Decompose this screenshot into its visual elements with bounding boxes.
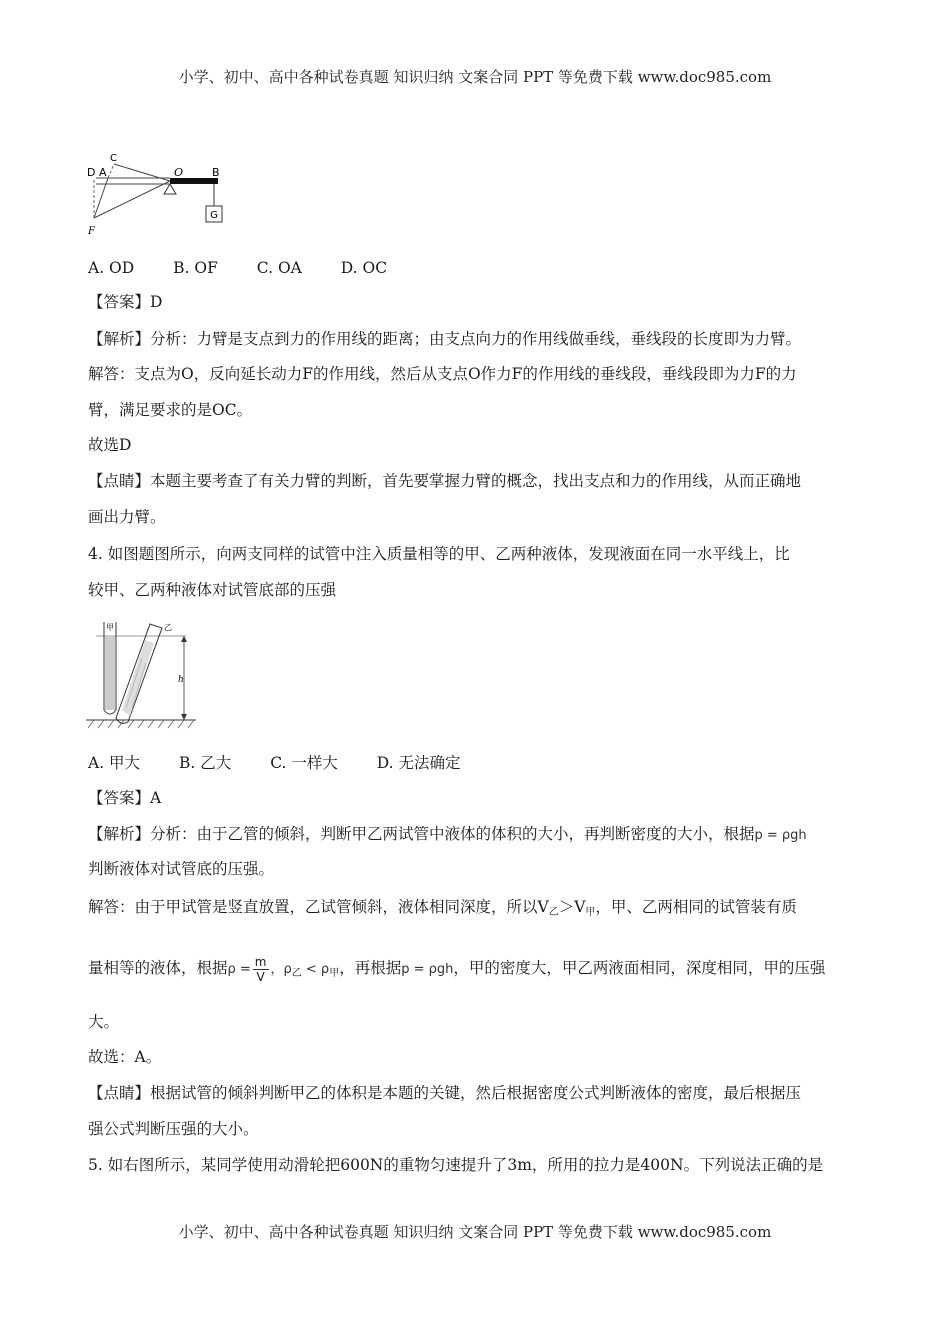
q4-stem-line1: 4. 如图题图所示，向两支同样的试管中注入质量相等的甲、乙两种液体，发现液面在同一水平线上，比 [88,545,790,563]
formula-p-rho-gh-2: p = ρgh [401,962,454,977]
label-yi: 乙 [164,623,172,632]
test-tube-figure [86,618,206,730]
q3-solution-line1: 解答：支点为O，反向延长动力F的作用线，然后从支点O作力F的作用线的垂线段，垂线段即为力F的力 [88,365,797,383]
formula-p-rho-gh: p = ρgh [754,828,807,843]
label-F: F [88,226,95,237]
q3-choice: 故选D [88,436,132,454]
q3-option-a: A. OD [88,259,135,277]
lever-figure [86,148,236,240]
q3-answer: 【答案】D [88,293,163,311]
q3-option-c: C. OA [256,259,302,277]
q4-answer: 【答案】A [88,789,162,807]
q4-choice: 故选：A。 [88,1048,162,1066]
q3-option-b: B. OF [173,259,218,277]
q3-options [88,256,868,280]
q4-option-b: B. 乙大 [179,754,232,772]
q4-comment-line1: 【点睛】根据试管的倾斜判断甲乙的体积是本题的关键，然后根据密度公式判断液体的密度，最后根据压 [88,1084,802,1102]
label-O: O [174,166,184,179]
q4-analysis-line2: 判断液体对试管底的压强。 [88,860,275,878]
q4-analysis-line1: 【解析】分析：由于乙管的倾斜，判断甲乙两试管中液体的体积的大小，再判断密度的大小，根据p = ρgh [88,825,807,843]
q3-analysis: 【解析】分析：力臂是支点到力的作用线的距离；由支点向力的作用线做垂线，垂线段的长度即为力臂。 [88,330,802,348]
q4-stem-line2: 较甲、乙两种液体对试管底部的压强 [88,581,337,599]
q4-option-a: A. 甲大 [88,754,141,772]
q4-option-d: D. 无法确定 [376,754,461,772]
q3-option-d: D. OC [340,259,388,277]
label-B: B [212,166,220,179]
q4-solution-line1: 解答：由于甲试管是竖直放置，乙试管倾斜，液体相同深度，所以$V_乙>V_甲$，甲、乙两相同的试管装有质 [88,898,797,918]
q3-comment-line2: 画出力臂。 [88,508,166,526]
page-footer: 小学、初中、高中各种试卷真题 知识归纳 文案合同 PPT 等免费下载 www.doc985.com [178,1223,772,1241]
density-fraction: $\frac{m}{V}$ [254,954,267,984]
page-header: 小学、初中、高中各种试卷真题 知识归纳 文案合同 PPT 等免费下载 www.doc985.com [178,68,772,86]
q4-comment-line2: 强公式判断压强的大小。 [88,1120,259,1138]
label-A: A [99,166,107,179]
label-G: G [210,210,218,221]
label-jia: 甲 [106,623,114,632]
label-h: h [178,675,184,685]
dashed-line-AC [108,164,114,178]
label-D: D [87,166,96,179]
q4-solution-line2: 量相等的液体，根据ρ = $\frac{m}{V}$ ，$\rho_乙 < \rho_甲$，再根据p = ρgh，甲的密度大，甲乙两液面相同，深度相同，甲的压强 [88,954,826,984]
q3-solution-line2: 臂，满足要求的是OC。 [88,401,253,419]
q4-options [88,751,868,775]
q4-option-c: C. 一样大 [270,754,338,772]
q3-comment-line1: 【点睛】本题主要考查了有关力臂的判断，首先要掌握力臂的概念，找出支点和力的作用线，从而正确地 [88,472,802,490]
q5-stem: 5. 如右图所示，某同学使用动滑轮把600N的重物匀速提升了3m，所用的拉力是400N。下列说法正确的是 [88,1156,824,1174]
label-C: C [110,153,117,164]
fulcrum-triangle [164,184,176,194]
q4-solution-line3: 大。 [88,1013,120,1031]
